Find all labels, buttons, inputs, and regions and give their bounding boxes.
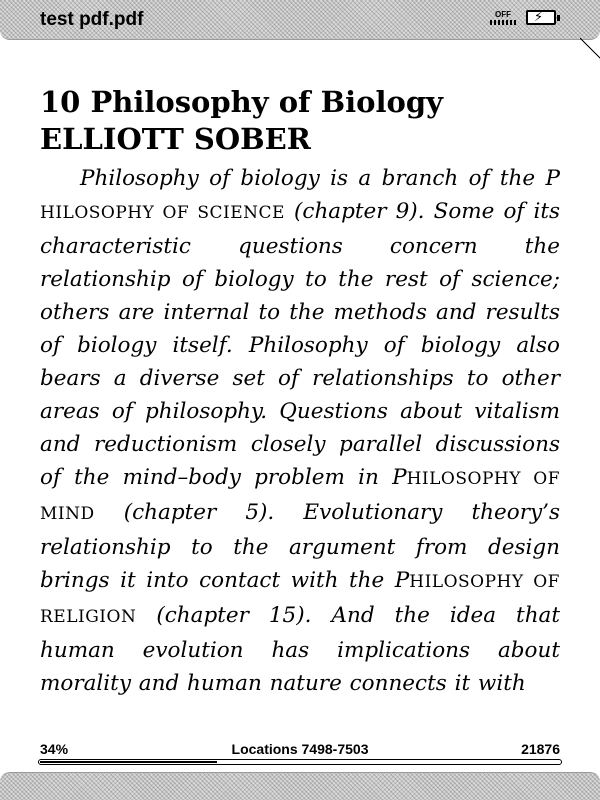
body-paragraph	[40, 162, 560, 700]
wireless-off-icon	[490, 11, 516, 27]
total-locations: 21876	[521, 741, 560, 757]
body-text-segment: Philosophy of biology is a branch of the P	[80, 166, 560, 191]
wireless-status-label: OFF	[495, 10, 511, 19]
reading-page	[40, 84, 560, 700]
body-text-segment: (chapter 15). And the idea that human evolution has implications about morality and human nature connects it with	[40, 603, 560, 696]
top-status-bar	[0, 0, 600, 40]
smallcaps-text: HILOSOPHY OF SCIENCE	[40, 203, 285, 223]
bottom-bar	[0, 772, 600, 800]
chapter-title: 10 Philosophy of Biology	[40, 85, 443, 119]
battery-charging-icon: ⚡	[526, 10, 556, 25]
document-title: test pdf.pdf	[40, 9, 144, 30]
smallcaps-text: HILOSOPHY OF MIND	[40, 469, 560, 524]
body-text-segment: (chapter 5). Evolutionary theory’s relationship to the argument from design brings it into contact with the P	[40, 500, 560, 593]
body-text-segment: (chapter 9). Some of its characteristic questions concern the relationship of biology to the rest of science; others are internal to the methods and results of biology itself. Philosophy of biology also bears a diverse set of relationships to other areas of philosophy. Questions about vitalism and reductionism closely parallel discussions of the mind–body problem in P	[40, 199, 560, 490]
progress-bar-fill	[40, 761, 217, 763]
smallcaps-text: HILOSOPHY OF RELIGION	[40, 572, 560, 627]
chapter-author: ELLIOTT SOBER	[40, 122, 311, 156]
bookmark-corner-icon[interactable]	[580, 38, 600, 60]
progress-bar	[38, 759, 562, 765]
progress-percent: 34%	[40, 741, 69, 757]
location-range: Locations 7498-7503	[231, 741, 369, 757]
